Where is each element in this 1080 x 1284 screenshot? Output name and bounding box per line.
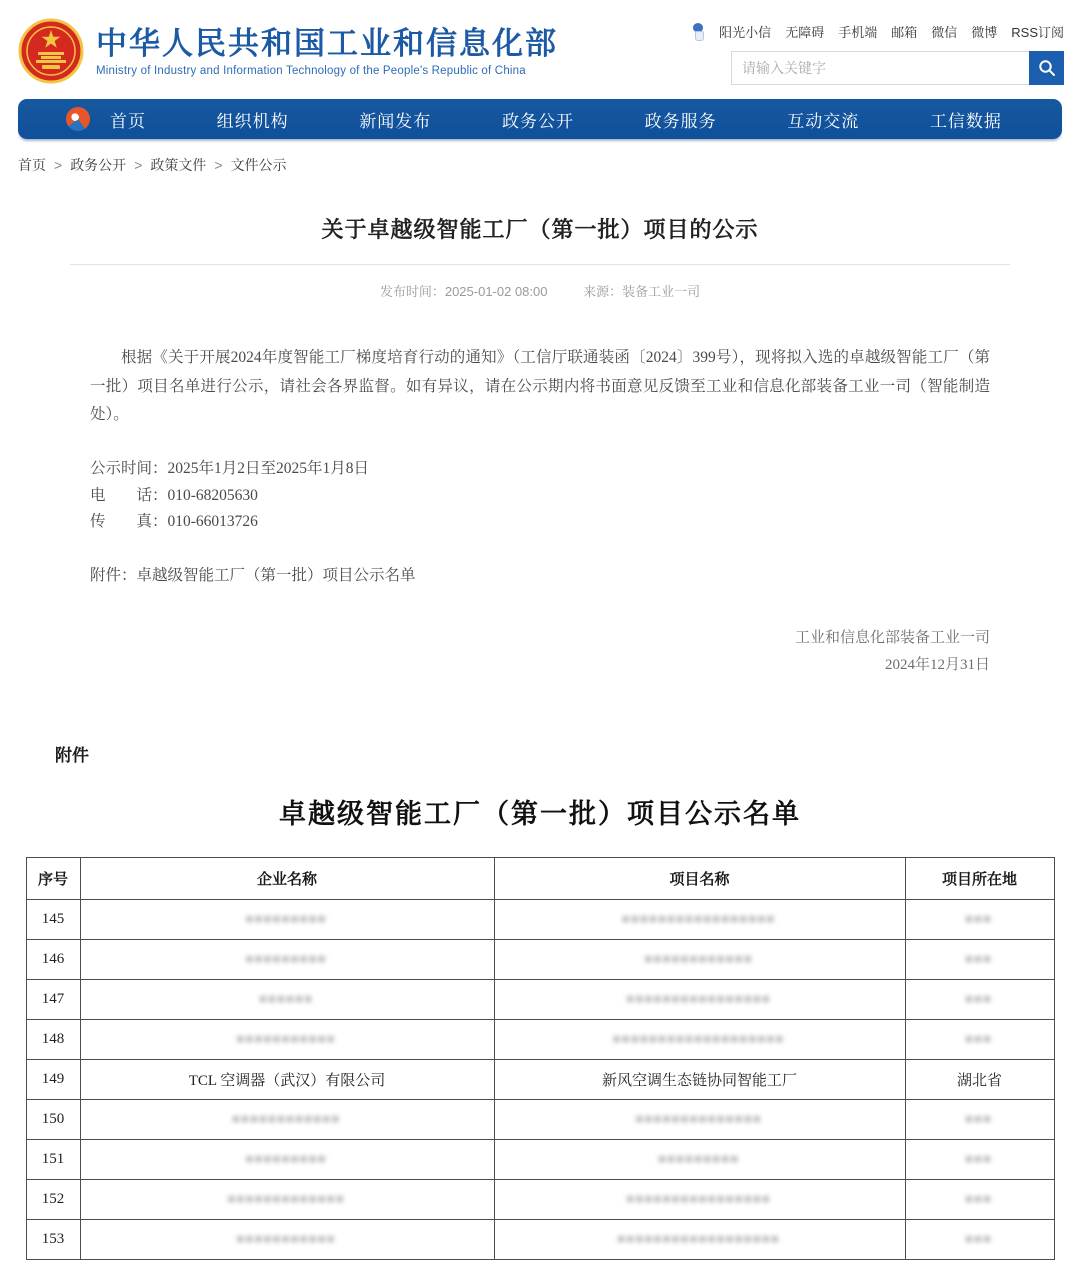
table-row: [26, 899, 1054, 939]
cell-no: 147: [26, 979, 80, 1019]
search-button[interactable]: [1029, 51, 1064, 85]
cell-province: ■■■: [905, 1099, 1054, 1139]
info-lines: [90, 456, 990, 536]
cell-project: ■■■■■■■■■■■■■■■■: [494, 979, 905, 1019]
table-row: [26, 1179, 1054, 1219]
publicity-period-line: 公示时间：2025年1月2日至2025年1月8日: [90, 460, 370, 478]
header-province: 项目所在地: [905, 857, 1054, 899]
national-emblem-icon: [18, 18, 84, 84]
site-logo-link[interactable]: [18, 18, 558, 84]
breadcrumb-gov-info[interactable]: 政务公开: [70, 157, 127, 173]
header-no: 序号: [26, 857, 80, 899]
cell-no: 153: [26, 1219, 80, 1259]
cell-province: ■■■: [905, 1139, 1054, 1179]
cell-project: ■■■■■■■■■■■■■■■■■■■: [494, 1019, 905, 1059]
cell-no: 146: [26, 939, 80, 979]
cell-company: ■■■■■■■■■■■■■: [80, 1179, 494, 1219]
phone-line: 电 话：010-68205630: [90, 486, 258, 504]
breadcrumb-separator: >: [54, 157, 63, 173]
table-row: [26, 1019, 1054, 1059]
cell-province: ■■■: [905, 1019, 1054, 1059]
title-divider: [70, 264, 1010, 265]
nav-item-organization[interactable]: 组织机构: [216, 111, 289, 131]
cell-no: 150: [26, 1099, 80, 1139]
article: [0, 213, 1080, 679]
table-row: [26, 939, 1054, 979]
cell-project: ■■■■■■■■■■■■■■■■: [494, 1179, 905, 1219]
cell-project: ■■■■■■■■■■■■■■■■■■: [494, 1219, 905, 1259]
cell-company: ■■■■■■: [80, 979, 494, 1019]
cell-company: TCL 空调器（武汉）有限公司: [80, 1059, 494, 1099]
breadcrumb-home[interactable]: 首页: [18, 157, 46, 173]
header-company: 企业名称: [80, 857, 494, 899]
factory-list-table: [26, 857, 1055, 1260]
nav-item-interaction[interactable]: 互动交流: [787, 111, 860, 131]
cell-project: 新风空调生态链协同智能工厂: [494, 1059, 905, 1099]
quick-links: [691, 22, 1064, 41]
signature-block: [0, 625, 990, 679]
site-header: [0, 0, 1080, 97]
table-body: [26, 899, 1054, 1259]
article-meta: [0, 281, 1080, 300]
attachment-title: 卓越级智能工厂（第一批）项目公示名单: [279, 798, 801, 829]
breadcrumb-doc-publicity[interactable]: 文件公示: [230, 157, 287, 173]
table-row: [26, 1059, 1054, 1099]
table-row: [26, 1099, 1054, 1139]
cell-no: 148: [26, 1019, 80, 1059]
table-row: [26, 1219, 1054, 1259]
search-input[interactable]: [731, 51, 1029, 85]
quick-link-accessibility[interactable]: 无障碍: [785, 25, 825, 40]
attachment-label: 附件: [55, 745, 89, 765]
quick-link-sunshine[interactable]: 阳光小信: [719, 25, 772, 40]
cell-project: ■■■■■■■■■: [494, 1139, 905, 1179]
table-header-row: [26, 857, 1054, 899]
main-nav: [18, 99, 1062, 139]
nav-logo-icon[interactable]: [66, 107, 90, 131]
article-title: 关于卓越级智能工厂（第一批）项目的公示: [321, 217, 759, 242]
header-project: 项目名称: [494, 857, 905, 899]
fax-line: 传 真：010-66013726: [90, 513, 258, 531]
breadcrumb: [18, 155, 1062, 175]
attachment-section: [0, 741, 1080, 1260]
quick-link-mobile[interactable]: 手机端: [838, 25, 878, 40]
article-source: 来源：装备工业一司: [583, 284, 701, 299]
quick-link-weibo[interactable]: 微博: [971, 25, 998, 40]
cell-company: ■■■■■■■■■■■: [80, 1219, 494, 1259]
quick-link-mail[interactable]: 邮箱: [891, 25, 918, 40]
search-bar: [731, 51, 1064, 85]
header-right: [691, 18, 1064, 85]
cell-province: ■■■: [905, 899, 1054, 939]
attachment-line: 附件：卓越级智能工厂（第一批）项目公示名单: [90, 566, 416, 584]
article-body: [90, 344, 990, 591]
cell-company: ■■■■■■■■■■■: [80, 1019, 494, 1059]
cell-no: 152: [26, 1179, 80, 1219]
cell-province: ■■■: [905, 1219, 1054, 1259]
breadcrumb-separator: >: [214, 157, 223, 173]
table-row: [26, 979, 1054, 1019]
nav-item-gov-service[interactable]: 政务服务: [644, 111, 717, 131]
signature-date: 2024年12月31日: [884, 656, 990, 673]
publish-time: 发布时间：2025-01-02 08:00: [379, 284, 548, 299]
cell-province: ■■■: [905, 979, 1054, 1019]
nav-item-news[interactable]: 新闻发布: [359, 111, 432, 131]
cell-no: 151: [26, 1139, 80, 1179]
nav-items: [110, 107, 1042, 132]
search-icon: [1038, 59, 1056, 77]
breadcrumb-separator: >: [134, 157, 143, 173]
cell-company: ■■■■■■■■■■■■: [80, 1099, 494, 1139]
cell-company: ■■■■■■■■■: [80, 939, 494, 979]
nav-item-gov-info[interactable]: 政务公开: [501, 111, 574, 131]
quick-link-rss[interactable]: RSS订阅: [1011, 25, 1064, 40]
nav-item-home[interactable]: 首页: [110, 111, 146, 131]
article-paragraph: 根据《关于开展2024年度智能工厂梯度培育行动的通知》（工信厅联通装函〔2024〕399号），现将拟入选的卓越级智能工厂（第一批）项目名单进行公示，请社会各界监督。如有异议，请在公示期内将书面意见反馈至工业和信息化部装备工业一司（智能制造处）。: [90, 349, 990, 424]
cell-no: 145: [26, 899, 80, 939]
nav-item-data[interactable]: 工信数据: [929, 111, 1002, 131]
breadcrumb-policy-docs[interactable]: 政策文件: [150, 157, 207, 173]
cell-project: ■■■■■■■■■■■■: [494, 939, 905, 979]
sunshine-mascot-icon: [691, 23, 705, 41]
cell-province: 湖北省: [905, 1059, 1054, 1099]
cell-province: ■■■: [905, 1179, 1054, 1219]
site-title: 中华人民共和国工业和信息化部: [96, 25, 558, 61]
cell-no: 149: [26, 1059, 80, 1099]
quick-link-wechat[interactable]: 微信: [931, 25, 958, 40]
table-row: [26, 1139, 1054, 1179]
cell-province: ■■■: [905, 939, 1054, 979]
cell-company: ■■■■■■■■■: [80, 899, 494, 939]
cell-company: ■■■■■■■■■: [80, 1139, 494, 1179]
cell-project: ■■■■■■■■■■■■■■: [494, 1099, 905, 1139]
signature-department: 工业和信息化部装备工业一司: [794, 629, 990, 646]
site-subtitle: Ministry of Industry and Information Technology of the People's Republic of China: [96, 65, 526, 78]
cell-project: ■■■■■■■■■■■■■■■■■: [494, 899, 905, 939]
